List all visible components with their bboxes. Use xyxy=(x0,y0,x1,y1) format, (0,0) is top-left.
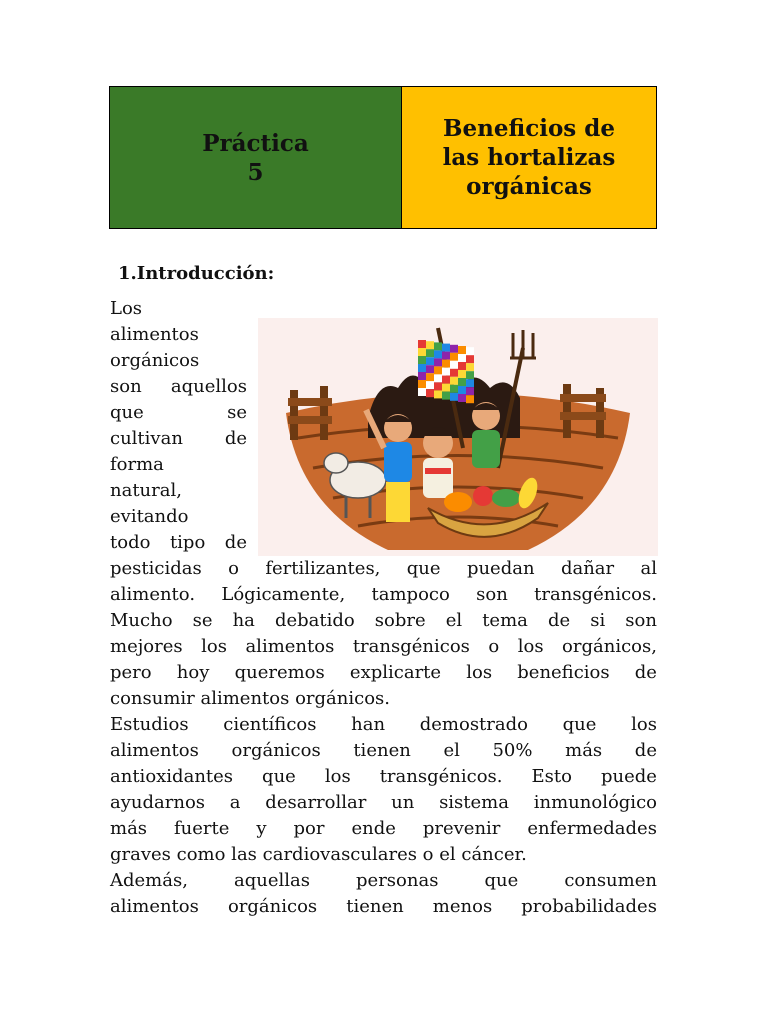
word: puede xyxy=(601,766,657,787)
word: evitando xyxy=(110,506,189,527)
paragraph-2 xyxy=(110,712,657,868)
flag-square xyxy=(458,346,466,354)
text-line xyxy=(110,660,657,686)
farmers-harvest-illustration xyxy=(258,318,658,556)
text-line xyxy=(110,608,657,634)
flag-square xyxy=(442,344,450,352)
word: Esto xyxy=(531,766,572,787)
word: Los xyxy=(110,298,143,319)
word: transgénicos xyxy=(352,636,470,657)
text-line xyxy=(110,738,657,764)
word: inmunológico xyxy=(533,792,657,813)
word: el xyxy=(443,740,460,761)
word: Lógicamente, xyxy=(221,584,346,605)
text-line xyxy=(110,816,657,842)
word: Mucho xyxy=(110,610,173,631)
text-line xyxy=(110,894,657,920)
flag-square xyxy=(418,348,426,356)
word: más xyxy=(565,740,603,761)
word: los xyxy=(631,714,657,735)
flag-square xyxy=(418,372,426,380)
flag-square xyxy=(458,394,466,402)
word: tampoco xyxy=(371,584,450,605)
word: puedan xyxy=(466,558,535,579)
flag-square xyxy=(450,377,458,385)
word: se xyxy=(192,610,213,631)
word: personas xyxy=(356,870,439,891)
word: orgánicos, xyxy=(562,636,657,657)
word: de xyxy=(634,662,657,683)
word: que xyxy=(406,558,441,579)
illustration-svg xyxy=(258,318,658,556)
text-line xyxy=(110,712,657,738)
flag-square xyxy=(418,380,426,388)
paragraph-1-rest xyxy=(110,556,657,712)
word: el xyxy=(445,610,463,631)
flag-square xyxy=(426,357,434,365)
flag-square xyxy=(442,384,450,392)
flag-square xyxy=(418,388,426,396)
word: todo xyxy=(110,532,151,553)
practice-title-cell xyxy=(402,87,656,228)
word: orgánicos xyxy=(231,740,321,761)
word: debatido xyxy=(274,610,355,631)
word: consumen xyxy=(564,870,657,891)
text-line xyxy=(110,452,247,478)
word: beneficios xyxy=(517,662,610,683)
flag-square xyxy=(442,392,450,400)
flag-square xyxy=(426,373,434,381)
word: desarrollar xyxy=(265,792,367,813)
flag-square xyxy=(442,352,450,360)
flag-square xyxy=(434,390,442,398)
word: fertilizantes, xyxy=(265,558,381,579)
word: aquellos xyxy=(170,376,247,397)
word: más xyxy=(110,818,148,839)
flag-square xyxy=(434,382,442,390)
flag-square xyxy=(426,381,434,389)
word: alimentos xyxy=(110,896,199,917)
word: que xyxy=(562,714,597,735)
word: un xyxy=(391,792,415,813)
word: menos xyxy=(432,896,493,917)
word: tipo xyxy=(169,532,206,553)
flag-square xyxy=(434,358,442,366)
flag-square xyxy=(466,371,474,379)
title-line-3: orgánicas xyxy=(466,173,592,200)
flag-square xyxy=(450,353,458,361)
word: son xyxy=(110,376,142,397)
word: de xyxy=(547,610,571,631)
flag-square xyxy=(466,363,474,371)
flag-square xyxy=(450,361,458,369)
word: científicos xyxy=(223,714,317,735)
word: o xyxy=(488,636,500,657)
flag-square xyxy=(418,340,426,348)
practice-label: Práctica xyxy=(202,129,309,157)
flag-square xyxy=(434,342,442,350)
word: dañar xyxy=(560,558,615,579)
flag-square xyxy=(442,376,450,384)
word: o xyxy=(228,558,239,579)
title-table xyxy=(109,86,657,229)
word: se xyxy=(227,402,247,423)
farmer-center xyxy=(423,427,453,498)
word: natural, xyxy=(110,480,182,501)
flag-square xyxy=(434,366,442,374)
word: han xyxy=(351,714,386,735)
word: transgénicos. xyxy=(534,584,657,605)
flag-square xyxy=(450,385,458,393)
word: ende xyxy=(351,818,396,839)
word: mejores xyxy=(110,636,183,657)
flag-square xyxy=(466,355,474,363)
word: cultivan xyxy=(110,428,183,449)
word: alimentos xyxy=(245,636,335,657)
text-line xyxy=(110,322,247,348)
word: los xyxy=(517,636,544,657)
word: de xyxy=(634,740,657,761)
word: los xyxy=(324,766,351,787)
word: los xyxy=(466,662,493,683)
word: orgánicos xyxy=(110,350,200,371)
word: tema xyxy=(482,610,528,631)
word: al xyxy=(640,558,657,579)
word: ayudarnos xyxy=(110,792,206,813)
word: de xyxy=(224,428,247,449)
flag-square xyxy=(458,386,466,394)
word: 50% xyxy=(492,740,533,761)
flag-square xyxy=(450,345,458,353)
word: aquellas xyxy=(233,870,310,891)
word: que xyxy=(484,870,519,891)
text-line xyxy=(110,868,657,894)
text-line xyxy=(110,426,247,452)
word: que xyxy=(262,766,296,787)
text-line xyxy=(110,582,657,608)
flag-square xyxy=(466,395,474,403)
flag-square xyxy=(426,341,434,349)
text-line xyxy=(110,348,247,374)
word: tienen xyxy=(346,896,404,917)
flag-square xyxy=(450,369,458,377)
flag-square xyxy=(458,362,466,370)
text-line xyxy=(110,374,247,400)
text-line xyxy=(110,530,247,556)
text-line xyxy=(110,634,657,660)
word: alimentos xyxy=(110,324,199,345)
flag-square xyxy=(458,378,466,386)
word: probabilidades xyxy=(521,896,657,917)
word: demostrado xyxy=(419,714,528,735)
word: Estudios xyxy=(110,714,189,735)
word: pero xyxy=(110,662,152,683)
body-text xyxy=(110,556,657,920)
wrapped-paragraph-start xyxy=(110,296,247,556)
text-line xyxy=(110,296,247,322)
flag-square xyxy=(466,347,474,355)
word: sobre xyxy=(374,610,426,631)
word: transgénicos. xyxy=(379,766,503,787)
flag-square xyxy=(426,349,434,357)
flag-square xyxy=(434,350,442,358)
word: alimentos xyxy=(110,740,199,761)
flag-square xyxy=(418,364,426,372)
text-line xyxy=(110,790,657,816)
word: alimento. xyxy=(110,584,196,605)
flag-square xyxy=(442,368,450,376)
text-line-last: graves como las cardiovasculares o el cáncer. xyxy=(110,844,527,865)
flag-square xyxy=(458,354,466,362)
word: sistema xyxy=(439,792,509,813)
flag-square xyxy=(434,374,442,382)
practice-number: 5 xyxy=(247,158,264,186)
word: los xyxy=(201,636,227,657)
title-line-1: Beneficios de xyxy=(443,115,615,142)
word: orgánicos xyxy=(227,896,318,917)
text-line-last: consumir alimentos orgánicos. xyxy=(110,688,391,709)
word: prevenir xyxy=(422,818,501,839)
word: tienen xyxy=(353,740,411,761)
word: de xyxy=(224,532,247,553)
text-line xyxy=(110,556,657,582)
flag-square xyxy=(442,360,450,368)
section-heading: 1.Introducción: xyxy=(118,263,275,284)
text-line xyxy=(110,764,657,790)
flag-square xyxy=(450,393,458,401)
word: por xyxy=(293,818,325,839)
flag-square xyxy=(466,379,474,387)
flag-square xyxy=(426,365,434,373)
word: antioxidantes xyxy=(110,766,234,787)
word: fuerte xyxy=(174,818,230,839)
text-line xyxy=(110,400,247,426)
flag-square xyxy=(418,356,426,364)
text-line xyxy=(110,478,247,504)
word: enfermedades xyxy=(527,818,657,839)
farmer-right xyxy=(472,402,500,468)
word: si xyxy=(590,610,606,631)
text-line xyxy=(110,504,247,530)
word: son xyxy=(476,584,508,605)
word: hoy xyxy=(176,662,210,683)
title-line-2: las hortalizas xyxy=(442,144,616,171)
word: a xyxy=(229,792,241,813)
practice-number-cell xyxy=(110,87,402,228)
word: forma xyxy=(110,454,164,475)
word: que xyxy=(110,402,144,423)
flag-square xyxy=(426,389,434,397)
word: queremos xyxy=(234,662,325,683)
paragraph-3 xyxy=(110,868,657,920)
word: explicarte xyxy=(349,662,442,683)
word: pesticidas xyxy=(110,558,202,579)
flag-square xyxy=(458,370,466,378)
word: Además, xyxy=(110,870,188,891)
word: son xyxy=(625,610,657,631)
flag-square xyxy=(466,387,474,395)
word: ha xyxy=(232,610,255,631)
wiphala-flag xyxy=(418,340,474,403)
word: y xyxy=(256,818,267,839)
